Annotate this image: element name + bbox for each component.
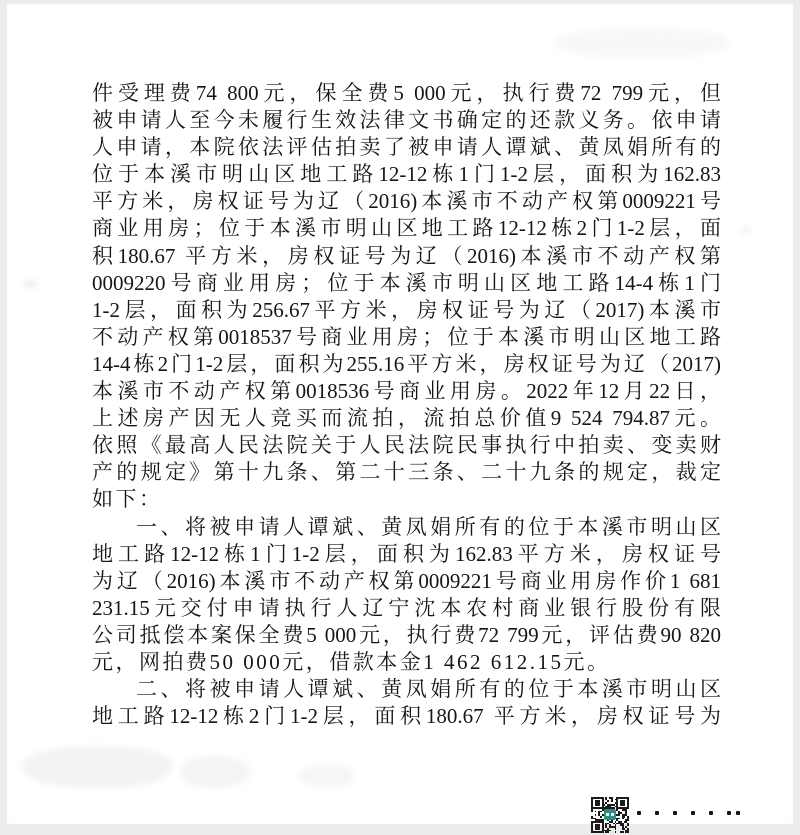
text-line: 如下： bbox=[92, 487, 163, 512]
text-line: 被申请人至今未履行生效法律文书确定的还款义务。依申请 bbox=[92, 108, 721, 133]
dot-icon bbox=[655, 811, 659, 815]
text-line: 件受理费74 800元，保全费5 000元，执行费72 799元，但 bbox=[92, 81, 721, 105]
text-line: 地工路12-12栋2门1-2层，面积180.67 平方米，房权证号为 bbox=[92, 704, 721, 729]
text-line: 公司抵偿本案保全费5 000元，执行费72 799元，评估费90 820 bbox=[92, 622, 721, 647]
text-line: 不动产权第0018537号商业用房；位于本溪市明山区地工路 bbox=[92, 324, 721, 349]
text-line: 本溪市不动产权第0018536号商业用房。2022年12月22日， bbox=[92, 379, 721, 404]
dot-icon bbox=[637, 811, 641, 815]
dot-icon bbox=[736, 811, 740, 815]
dot-icon bbox=[727, 811, 731, 815]
text-line: 商业用房；位于本溪市明山区地工路12-12栋2门1-2层，面 bbox=[92, 216, 721, 241]
text-line: 依照《最高人民法院关于人民法院民事执行中拍卖、变卖财 bbox=[92, 433, 721, 458]
text-line: 二、将被申请人谭斌、黄凤娟所有的位于本溪市明山区 bbox=[136, 677, 721, 702]
text-line: 为辽（2016)本溪市不动产权第0009221号商业用房作价1 681 bbox=[92, 568, 721, 593]
text-line: 1-2层，面积为256.67平方米，房权证号为辽（2017)本溪市 bbox=[92, 297, 721, 322]
text-line: 位于本溪市明山区地工路12-12栋1门1-2层，面积为162.83 bbox=[92, 162, 721, 187]
text-line: 元，网拍费50 000元，借款本金1 462 612.15元。 bbox=[92, 649, 611, 674]
qr-code-icon bbox=[591, 797, 629, 833]
text-line: 平方米，房权证号为辽（2016)本溪市不动产权第0009221号 bbox=[92, 189, 721, 214]
text-line: 0009220号商业用房；位于本溪市明山区地工路14-4栋1门 bbox=[92, 270, 721, 295]
document-text bbox=[92, 80, 721, 730]
dot-icon bbox=[691, 811, 695, 815]
text-line: 一、将被申请人谭斌、黄凤娟所有的位于本溪市明山区 bbox=[136, 514, 721, 539]
page-marker-dots bbox=[637, 811, 740, 815]
document-page bbox=[7, 4, 793, 824]
text-line: 上述房产因无人竞买而流拍，流拍总价值9 524 794.87元。 bbox=[92, 406, 721, 431]
text-line: 14-4栋2门1-2层，面积为255.16平方米，房权证号为辽（2017) bbox=[92, 351, 721, 376]
text-line: 产的规定》第十九条、第二十三条、二十九条的规定，裁定 bbox=[92, 460, 721, 485]
text-line: 231.15元交付申请执行人辽宁沈本农村商业银行股份有限 bbox=[92, 595, 721, 620]
dot-icon bbox=[709, 811, 713, 815]
text-line: 地工路12-12栋1门1-2层，面积为162.83平方米，房权证号 bbox=[92, 541, 721, 566]
text-line: 人申请，本院依法评估拍卖了被申请人谭斌、黄凤娟所有的 bbox=[92, 135, 721, 160]
qr-logo-icon bbox=[604, 809, 616, 820]
dot-icon bbox=[673, 811, 677, 815]
text-line: 积180.67 平方米，房权证号为辽（2016)本溪市不动产权第 bbox=[92, 243, 721, 268]
